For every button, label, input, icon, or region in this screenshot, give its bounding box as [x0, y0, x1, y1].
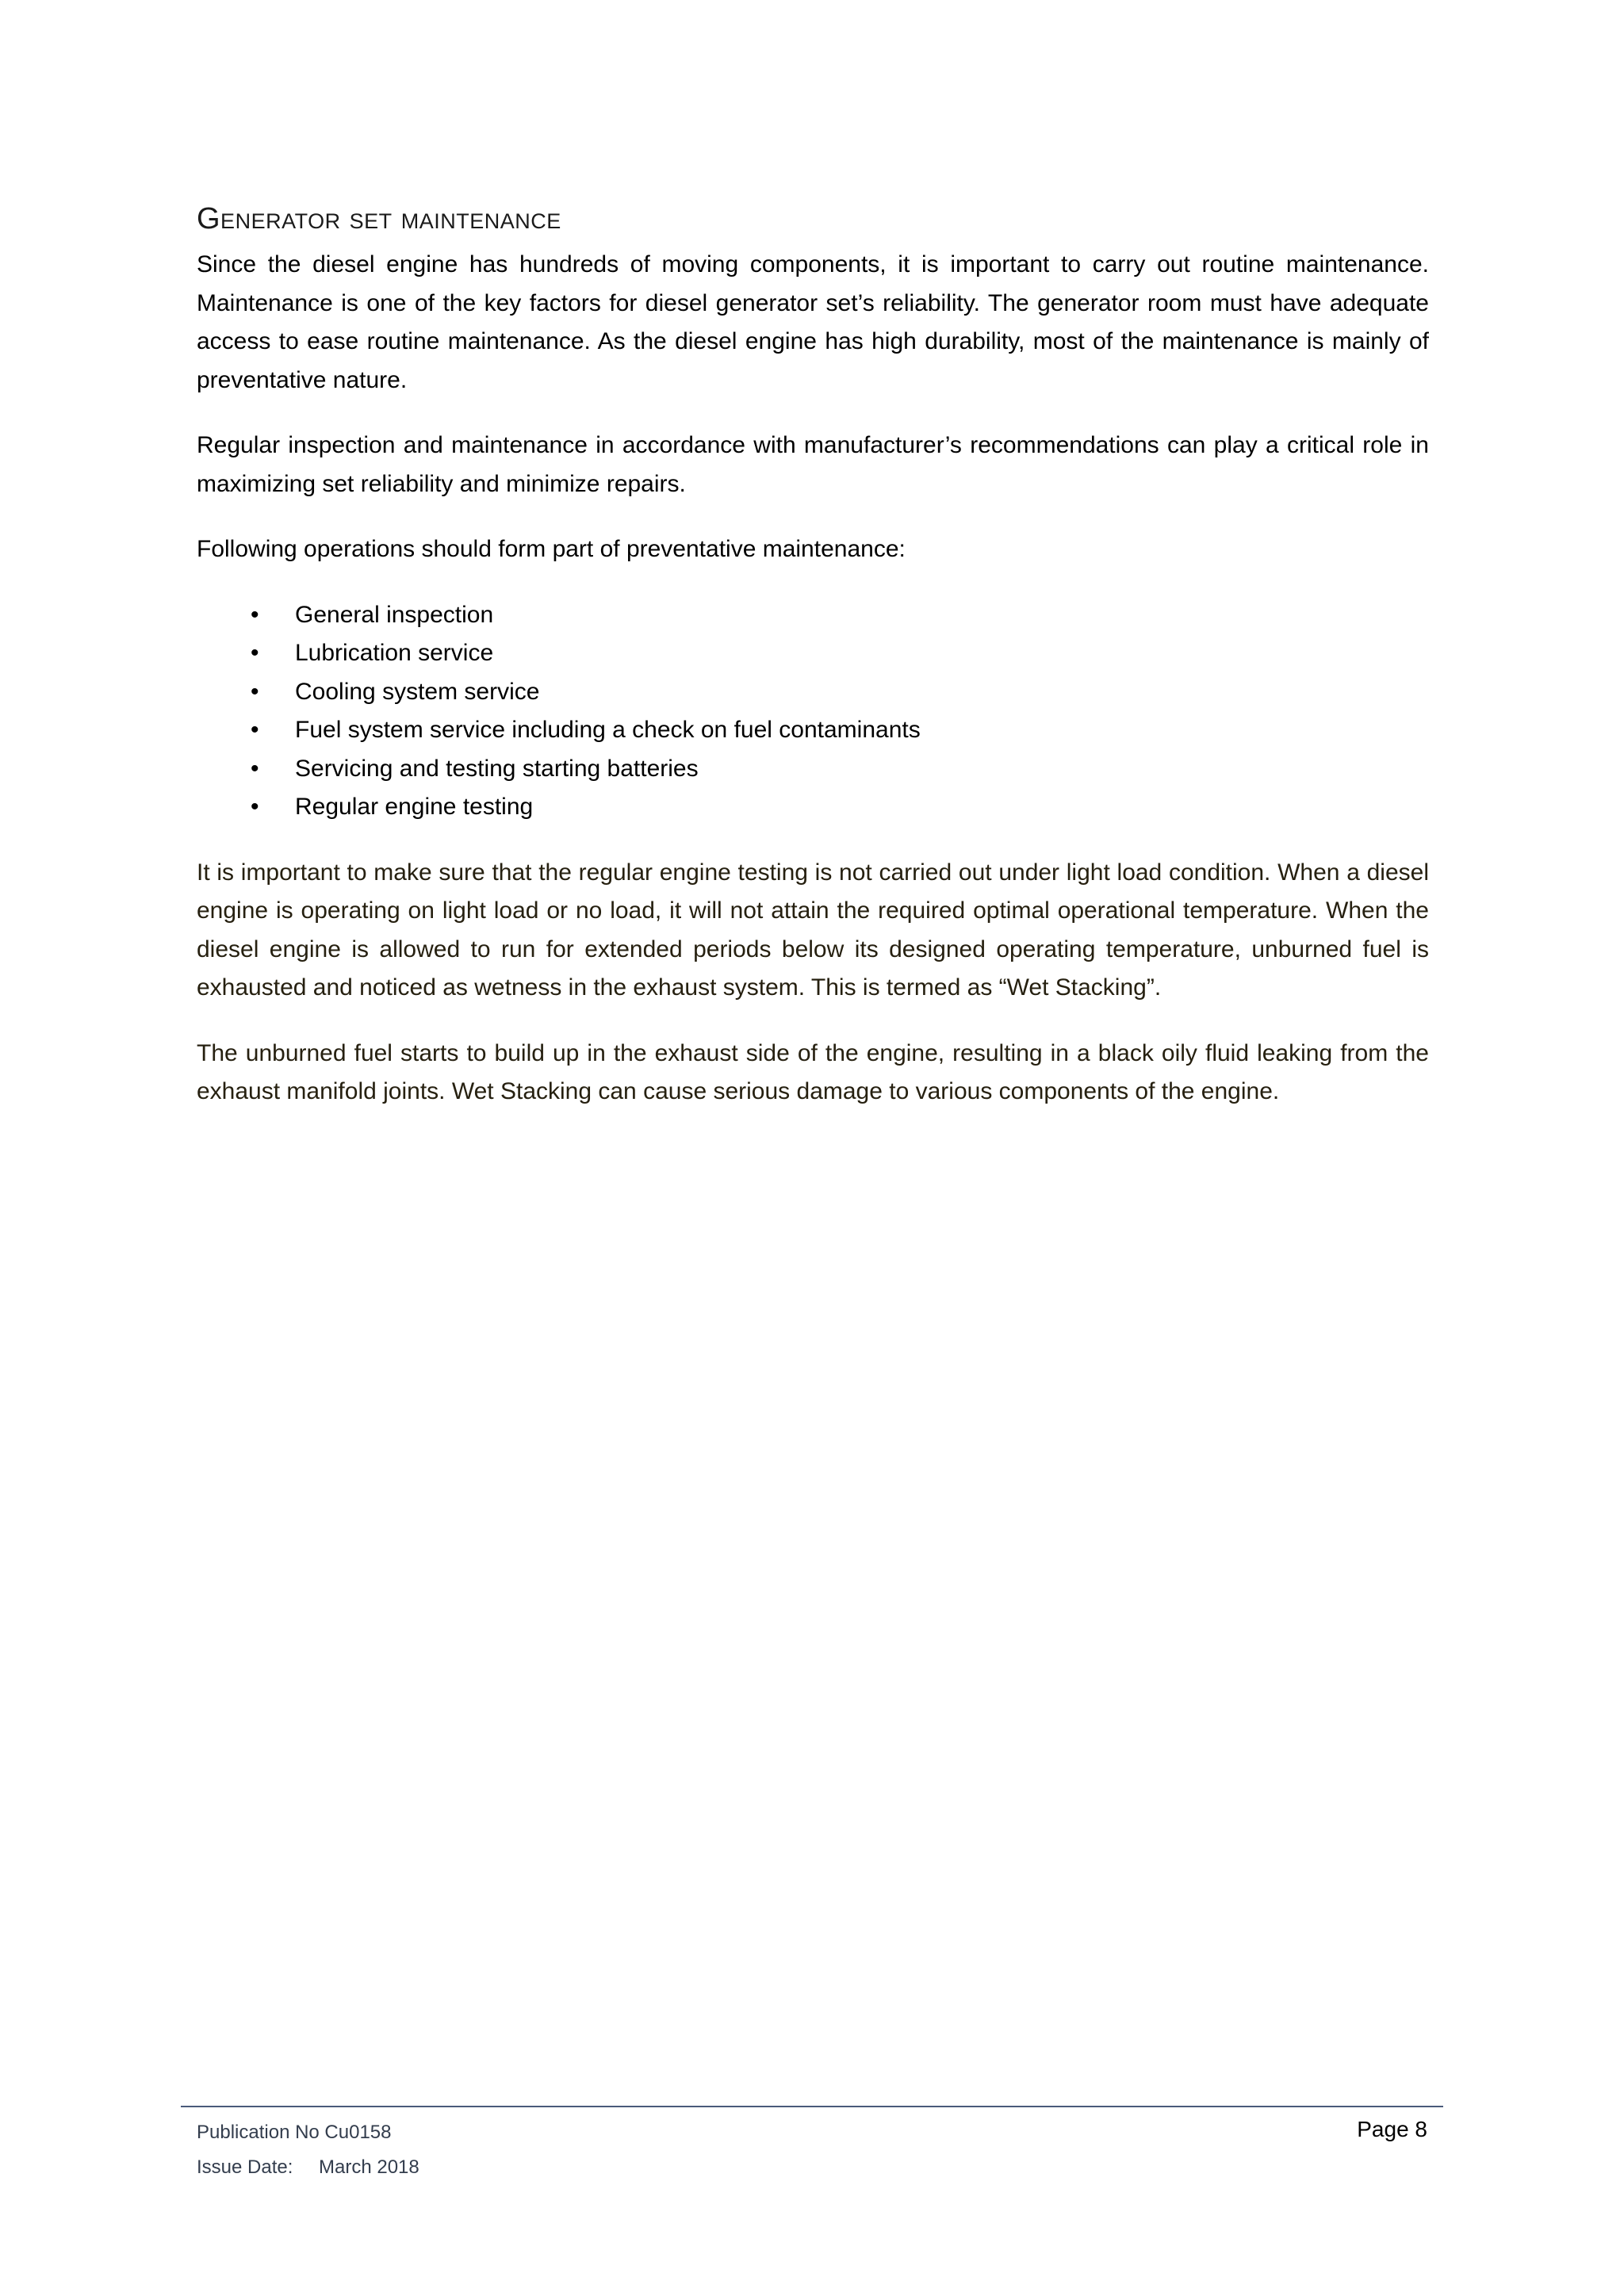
maintenance-operations-list — [197, 596, 1429, 827]
list-item-text: Servicing and testing starting batteries — [295, 755, 699, 782]
publication-number: Publication No Cu0158 — [197, 2122, 392, 2143]
bullet-icon: • — [251, 794, 259, 820]
issue-date-label: Issue Date: — [197, 2156, 293, 2178]
list-item — [197, 711, 1429, 750]
list-item — [197, 673, 1429, 712]
paragraph-light-load: It is important to make sure that the regular engine testing is not carried out under light load condition. When a diesel engine is operating on light load or no load, it will not attain the required optimal operational temperature. When the diesel engine is allowed to run for extended periods below its designed operating temperature, unburned fuel is exhausted and noticed as wetness in the exhaust system. This is termed as “Wet Stacking”. — [197, 859, 1429, 1001]
bullet-icon: • — [251, 755, 259, 782]
list-item-text: Lubrication service — [295, 640, 494, 666]
page-number: Page 8 — [1357, 2117, 1427, 2141]
list-item-text: Cooling system service — [295, 678, 540, 705]
list-item-text: Fuel system service including a check on fuel contaminants — [295, 717, 921, 743]
footer-publication-info — [197, 2115, 419, 2185]
bullet-icon: • — [251, 678, 259, 705]
paragraph-inspection: Regular inspection and maintenance in accordance with manufacturer’s recommendations can play a critical role in maximizing set reliability and minimize repairs. — [197, 432, 1429, 497]
bullet-icon: • — [251, 717, 259, 743]
list-item — [197, 596, 1429, 635]
bullet-icon: • — [251, 601, 259, 628]
list-item — [197, 788, 1429, 827]
paragraph-wet-stacking: The unburned fuel starts to build up in the exhaust side of the engine, resulting in a black oily fluid leaking from the exhaust manifold joints. Wet Stacking can cause serious damage to various components of the engine. — [197, 1039, 1429, 1104]
paragraph-operations-lead: Following operations should form part of preventative maintenance: — [197, 536, 906, 562]
list-item — [197, 634, 1429, 673]
bullet-icon: • — [251, 640, 259, 666]
footer-divider — [181, 2106, 1443, 2107]
section-heading: Generator set maintenance — [197, 202, 561, 235]
page-content — [197, 198, 1429, 1138]
list-item-text: General inspection — [295, 601, 494, 628]
issue-date-value: March 2018 — [319, 2156, 419, 2178]
issue-date-row — [197, 2150, 419, 2185]
paragraph-intro: Since the diesel engine has hundreds of moving components, it is important to carry out routine maintenance. Maintenance is one of the key factors for diesel generator set’s reliability. The generator room must have adequate access to ease routine maintenance. As the diesel engine has high durability, most of the maintenance is mainly of preventative nature. — [197, 251, 1429, 393]
list-item — [197, 750, 1429, 789]
list-item-text: Regular engine testing — [295, 794, 534, 820]
